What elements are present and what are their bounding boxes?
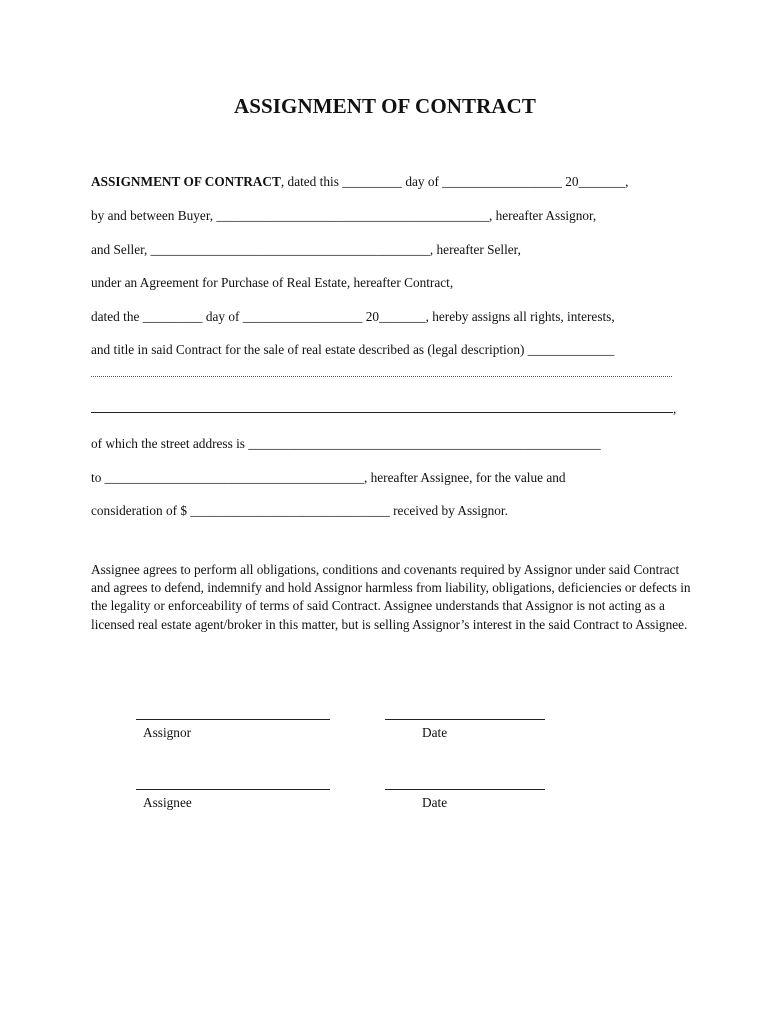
assignee-date-label: Date <box>422 795 448 810</box>
assignee-label: Assignee <box>143 795 192 810</box>
line-buyer: by and between Buyer, _________________________________________, hereafter Assignor, <box>91 208 597 223</box>
assignee-date-line <box>385 789 545 790</box>
document-title: ASSIGNMENT OF CONTRACT <box>233 94 537 118</box>
assignor-date-label: Date <box>422 725 448 740</box>
assignor-label: Assignor <box>143 725 192 740</box>
assignee-signature-line <box>136 789 330 790</box>
assignor-signature-line <box>136 719 330 720</box>
legal-description-rule-2 <box>91 412 673 413</box>
line-dated <box>91 174 628 190</box>
line-legal-description: and title in said Contract for the sale of real estate described as (legal description) _____________ <box>91 342 615 357</box>
line-agreement: under an Agreement for Purchase of Real Estate, hereafter Contract, <box>91 275 454 290</box>
line-street-address: of which the street address is _____________________________________________________ <box>91 436 601 451</box>
terms-paragraph: Assignee agrees to perform all obligations, conditions and covenants required by Assignor under said Contract and agrees to defend, indemnify and hold Assignor harmless from liability, obligations, deficiencies or defects in the legality or enforceability of terms of said Contract. Assignee understands that Assignor is not acting as a licensed real estate agent/broker in this matter, but is selling Assignor’s interest in the said Contract to Assignee. <box>91 562 691 632</box>
line-assignee: to _______________________________________, hereafter Assignee, for the value and <box>91 470 566 485</box>
assignor-date-line <box>385 719 545 720</box>
line-dated-assigns: dated the _________ day of __________________ 20_______, hereby assigns all rights, interests, <box>91 309 615 324</box>
legal-description-rule-1 <box>91 376 672 377</box>
line-dated-rest: , dated this _________ day of __________________ 20_______, <box>280 174 629 189</box>
line-dated-bold: ASSIGNMENT OF CONTRACT <box>91 174 281 189</box>
line-seller: and Seller, __________________________________________, hereafter Seller, <box>91 242 521 257</box>
legal-description-trailing-comma: , <box>673 401 677 416</box>
line-consideration: consideration of $ ______________________________ received by Assignor. <box>91 503 508 518</box>
